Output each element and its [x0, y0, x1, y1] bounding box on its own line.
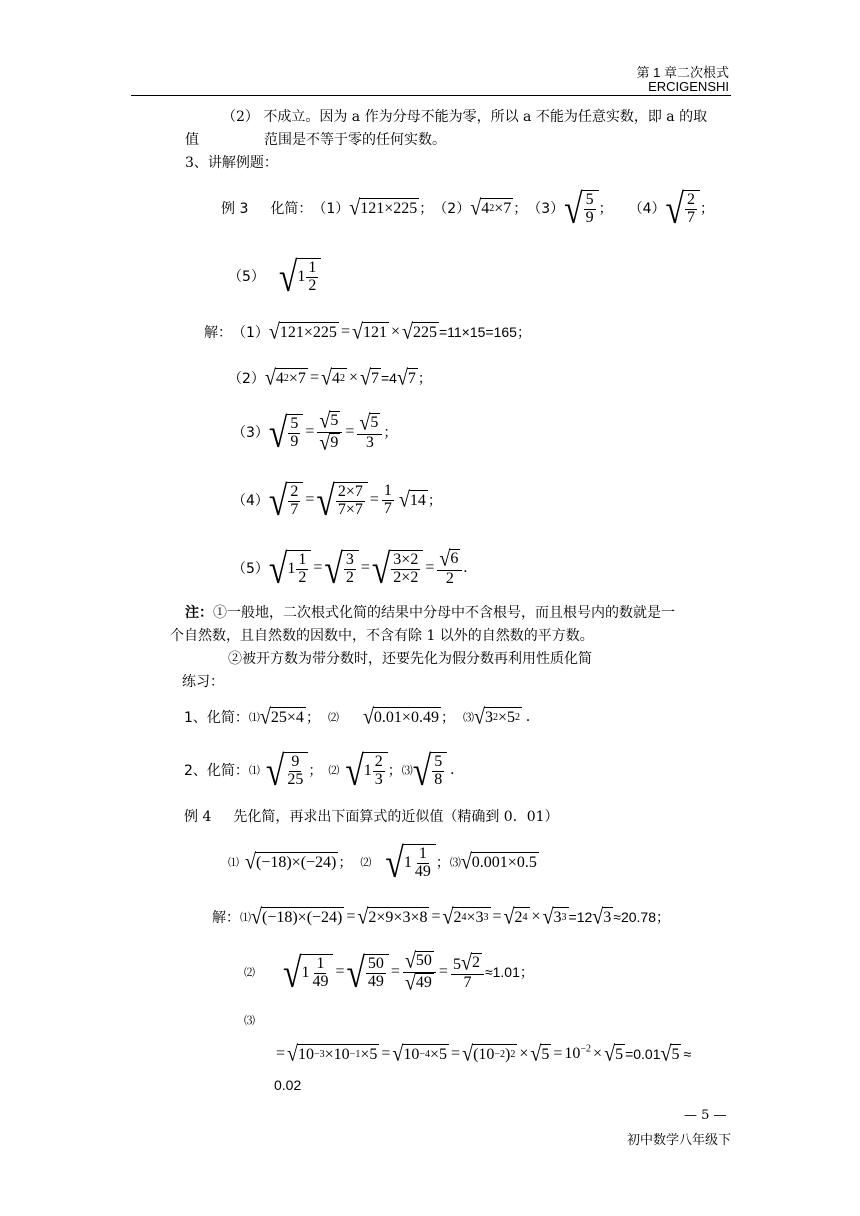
practice-q1-label: 1、化简： — [184, 710, 249, 726]
solution-4-1-approx: ≈20.78； — [613, 909, 670, 925]
separator: ； — [598, 201, 613, 217]
radical: √ 6 — [439, 546, 459, 571]
radical: √ (−18)×(−24) — [245, 849, 337, 875]
radical: √ 1 $\frac{1}{2}$ — [279, 258, 321, 295]
radical: √ 1 $\frac{1}{2}$ — [269, 550, 311, 587]
example-4-instruction: 先化简，再求出下面算式的近似值（精确到 0．01） — [233, 809, 559, 825]
separator: ； — [308, 763, 323, 779]
solution-3-line-4: （4） √ $\frac{2}{7}$ = √ $\frac{2\times 7}{7\times 7}$ = $\frac{1}{7}$ √ 14 ； — [232, 478, 442, 525]
separator: ； — [417, 371, 432, 387]
solution-3-line-2: （2） √ 4 2 ×7 = √ 4 2 × √ 7 =4 √ 7 ； — [228, 365, 432, 391]
radical: √ 121×225 — [268, 319, 337, 345]
item-2-marker: ⑵ — [327, 712, 339, 724]
part-5-label: （5） — [232, 561, 269, 577]
solution-1-result: =11×15=165； — [438, 324, 531, 340]
chapter-pinyin: ERCIGENSHI — [648, 79, 729, 94]
part-5-label: （5） — [228, 269, 265, 285]
example-4-heading — [184, 808, 559, 826]
radical: √ 5 — [319, 408, 339, 433]
example-4-label: 例 4 — [184, 809, 212, 825]
radical: √ $\frac{3}{2}$ — [324, 550, 358, 587]
solution-4-line-3: = √ 10 −3 ×10 −1 ×5 = √ 10 −4 ×5 = √ (10 −2 ) 2 × √ 5 = $10^{-2}$ × √ 5 =0.01 √ 5 ≈ — [276, 1041, 692, 1067]
radical: √ 5 — [359, 410, 379, 435]
radical: √ $\frac{5}{8}$ — [413, 752, 447, 789]
part-1-label: （1） — [232, 325, 269, 341]
radical: √ (−18)×(−24) — [251, 904, 343, 930]
item-3-marker: ⑶ — [244, 1014, 255, 1027]
header-rule — [131, 95, 731, 96]
example-4-problems — [228, 840, 539, 887]
item-3-marker: ⑶ — [401, 765, 413, 777]
radical: √ 3 3 — [542, 904, 567, 930]
solution-4-2-approx: ≈1.01； — [484, 964, 534, 980]
approx-sign: ≈ — [683, 1046, 692, 1062]
part-1-label: （1） — [312, 201, 350, 217]
separator: ； — [419, 201, 434, 217]
separator: ； — [305, 710, 320, 726]
example-3-part-5 — [228, 254, 321, 301]
solution-3-line-1: 解： （1） √ 121×225 = √ 121 × √ 225 =11×15=165； — [204, 319, 531, 345]
radical: √ 7 — [359, 365, 379, 391]
radical: √ 14 — [398, 487, 426, 513]
radical: √ 4 2 ×7 — [264, 365, 306, 391]
item-1-marker: ⑴ — [248, 712, 260, 724]
radical: √ 4 2 ×7 — [470, 195, 512, 221]
radical: √ 121 — [351, 319, 387, 345]
period: . — [463, 559, 468, 576]
radical: √ 5 — [604, 1041, 624, 1067]
radical: √ 49 — [404, 970, 432, 995]
radical: √ 225 — [401, 319, 437, 345]
radical: √ $\frac{9}{25}$ — [266, 752, 308, 789]
radical: √ 4 2 — [320, 365, 345, 391]
solution-3-line-5: （5） √ 1 $\frac{1}{2}$ = √ $\frac{3}{2}$ = √ $\frac{3\times 2}{2\times 2}$ = √ 6 2 . — [232, 546, 468, 593]
solution-label: 解： — [212, 910, 240, 926]
radical: √ 50 — [404, 948, 432, 973]
solution-4-line-1: 解： ⑴ √ (−18)×(−24) = √ 2×9×3×8 = √ 2 4 ×3 3 = √ 2 4 × √ 3 3 =12 √ 3 ≈20.78； — [212, 904, 670, 930]
practice-q1: 1、化简： ⑴ √ 25×4 ； ⑵ √ 0.01×0.49 ； ⑶ √ 3 2 ×5 2 . — [184, 704, 530, 730]
radical: √ 9 — [319, 430, 339, 455]
radical: √ 121×225 — [349, 195, 418, 221]
separator: ； — [383, 425, 398, 441]
separator: ； — [513, 201, 528, 217]
item-3-marker: ⑶ — [449, 857, 461, 869]
separator: ； — [338, 855, 353, 871]
radical: √ 1 $\frac{1}{49}$ — [283, 954, 333, 991]
part-3-label: （3） — [232, 425, 269, 441]
item-1-marker: ⑴ — [228, 857, 239, 869]
radical: √ $\frac{50}{49}$ — [346, 954, 388, 991]
solution-2-result: =4 — [380, 370, 397, 386]
separator: ； — [699, 201, 714, 217]
radical: √ $\frac{5}{9}$ — [269, 414, 303, 451]
radical: √ 0.001×0.5 — [460, 849, 537, 875]
example-3-instruction: 化简： — [270, 201, 313, 217]
solution-3-line-3: （3） √ $\frac{5}{9}$ = √ 5 √ 9 = √ 5 3 ； — [232, 408, 398, 457]
radical: √ 3 2 ×5 2 — [473, 704, 520, 730]
example-3-label: 例 3 — [221, 201, 249, 217]
solution-label: 解： — [204, 325, 232, 341]
practice-title: 练习： — [182, 674, 224, 690]
radical: √ 2×9×3×8 — [357, 904, 428, 930]
radical: √ $\frac{5}{9}$ — [564, 190, 598, 227]
intro-line-2a: 值 — [185, 132, 199, 148]
radical: √ 10 −4 ×5 — [392, 1041, 448, 1067]
radical: √ $\frac{2}{7}$ — [666, 190, 700, 227]
radical: √ (10 −2 ) 2 — [462, 1041, 516, 1067]
separator: ； — [427, 493, 442, 509]
item-2-marker: ⑵ — [244, 967, 255, 979]
radical: √ 1 $\frac{2}{3}$ — [345, 752, 387, 789]
chapter-title: 第 1 章二次根式 — [636, 65, 729, 80]
radical: √ 25×4 — [259, 704, 304, 730]
intro-line-2b: 范围是不等于零的任何实数。 — [264, 132, 446, 148]
part-4-label: （4） — [232, 493, 269, 509]
radical: √ 5 — [530, 1041, 550, 1067]
practice-q2: 2、化简： ⑴ √ $\frac{9}{25}$ ； ⑵ √ 1 $\frac{2}{3}$ ； ⑶ √ $\frac{5}{8}$ . — [184, 748, 455, 795]
part-2-label: （2） — [228, 371, 265, 387]
radical: √ 2 4 — [503, 904, 528, 930]
radical: √ 2 4 ×3 3 — [442, 904, 489, 930]
item-3-marker: ⑶ — [462, 712, 474, 724]
note-line-1 — [185, 604, 675, 622]
note-line-2: 个自然数，且自然数的因数中，不含有除 1 以外的自然数的平方数。 — [170, 628, 594, 644]
part-3-label: （3） — [527, 201, 565, 217]
radical: √ 3 — [592, 904, 612, 930]
radical: √ 5 — [660, 1041, 680, 1067]
radical: √ $\frac{2}{7}$ — [269, 482, 303, 519]
item-2-marker: ⑵ — [360, 857, 372, 869]
radical: √ 7 — [396, 365, 416, 391]
item-2-marker: ⑵ — [328, 765, 340, 777]
item-1-marker: ⑴ — [240, 912, 251, 924]
item-1-marker: ⑴ — [248, 765, 260, 777]
intro-line-1: （2） 不成立。因为 a 作为分母不能为零，所以 a 不能为任意实数，即 a 的取 — [222, 109, 708, 125]
radical: √ 0.01×0.49 — [362, 704, 439, 730]
radical: √ $\frac{3\times 2}{2\times 2}$ — [372, 550, 423, 587]
separator: ； — [387, 763, 402, 779]
radical: √ $\frac{2\times 7}{7\times 7}$ — [316, 482, 367, 519]
step-3-heading: 3、讲解例题： — [185, 155, 278, 171]
practice-q2-label: 2、化简： — [184, 763, 249, 779]
separator: ； — [440, 710, 455, 726]
part-4-label: （4） — [628, 201, 666, 217]
solution-4-1-result: =12 — [568, 909, 593, 925]
note-label: 注： — [185, 605, 213, 621]
radical: √ 1 $\frac{1}{49}$ — [385, 844, 435, 881]
page-number: — 5 — — [684, 1108, 727, 1123]
example-3-problems — [221, 186, 714, 233]
note-text-1: ①一般地，二次根式化简的结果中分母中不含根号，而且根号内的数就是一 — [213, 605, 675, 621]
solution-4-line-2: ⑵ √ 1 $\frac{1}{49}$ = √ $\frac{50}{49}$ = √ 50 √ 49 = 5 √ 2 7 ≈1.01； — [244, 948, 534, 997]
book-title: 初中数学八年级下 — [627, 1133, 732, 1148]
solution-4-3-value: 0.02 — [274, 1077, 302, 1093]
separator: ； — [435, 855, 450, 871]
note-line-3: ②被开方数为带分数时，还要先化为假分数再利用性质化简 — [228, 651, 592, 667]
solution-4-3-mid: =0.01 — [625, 1046, 661, 1062]
radical: √ 2 — [460, 950, 480, 975]
part-2-label: （2） — [433, 201, 471, 217]
radical: √ 10 −3 ×10 −1 ×5 — [287, 1041, 378, 1067]
